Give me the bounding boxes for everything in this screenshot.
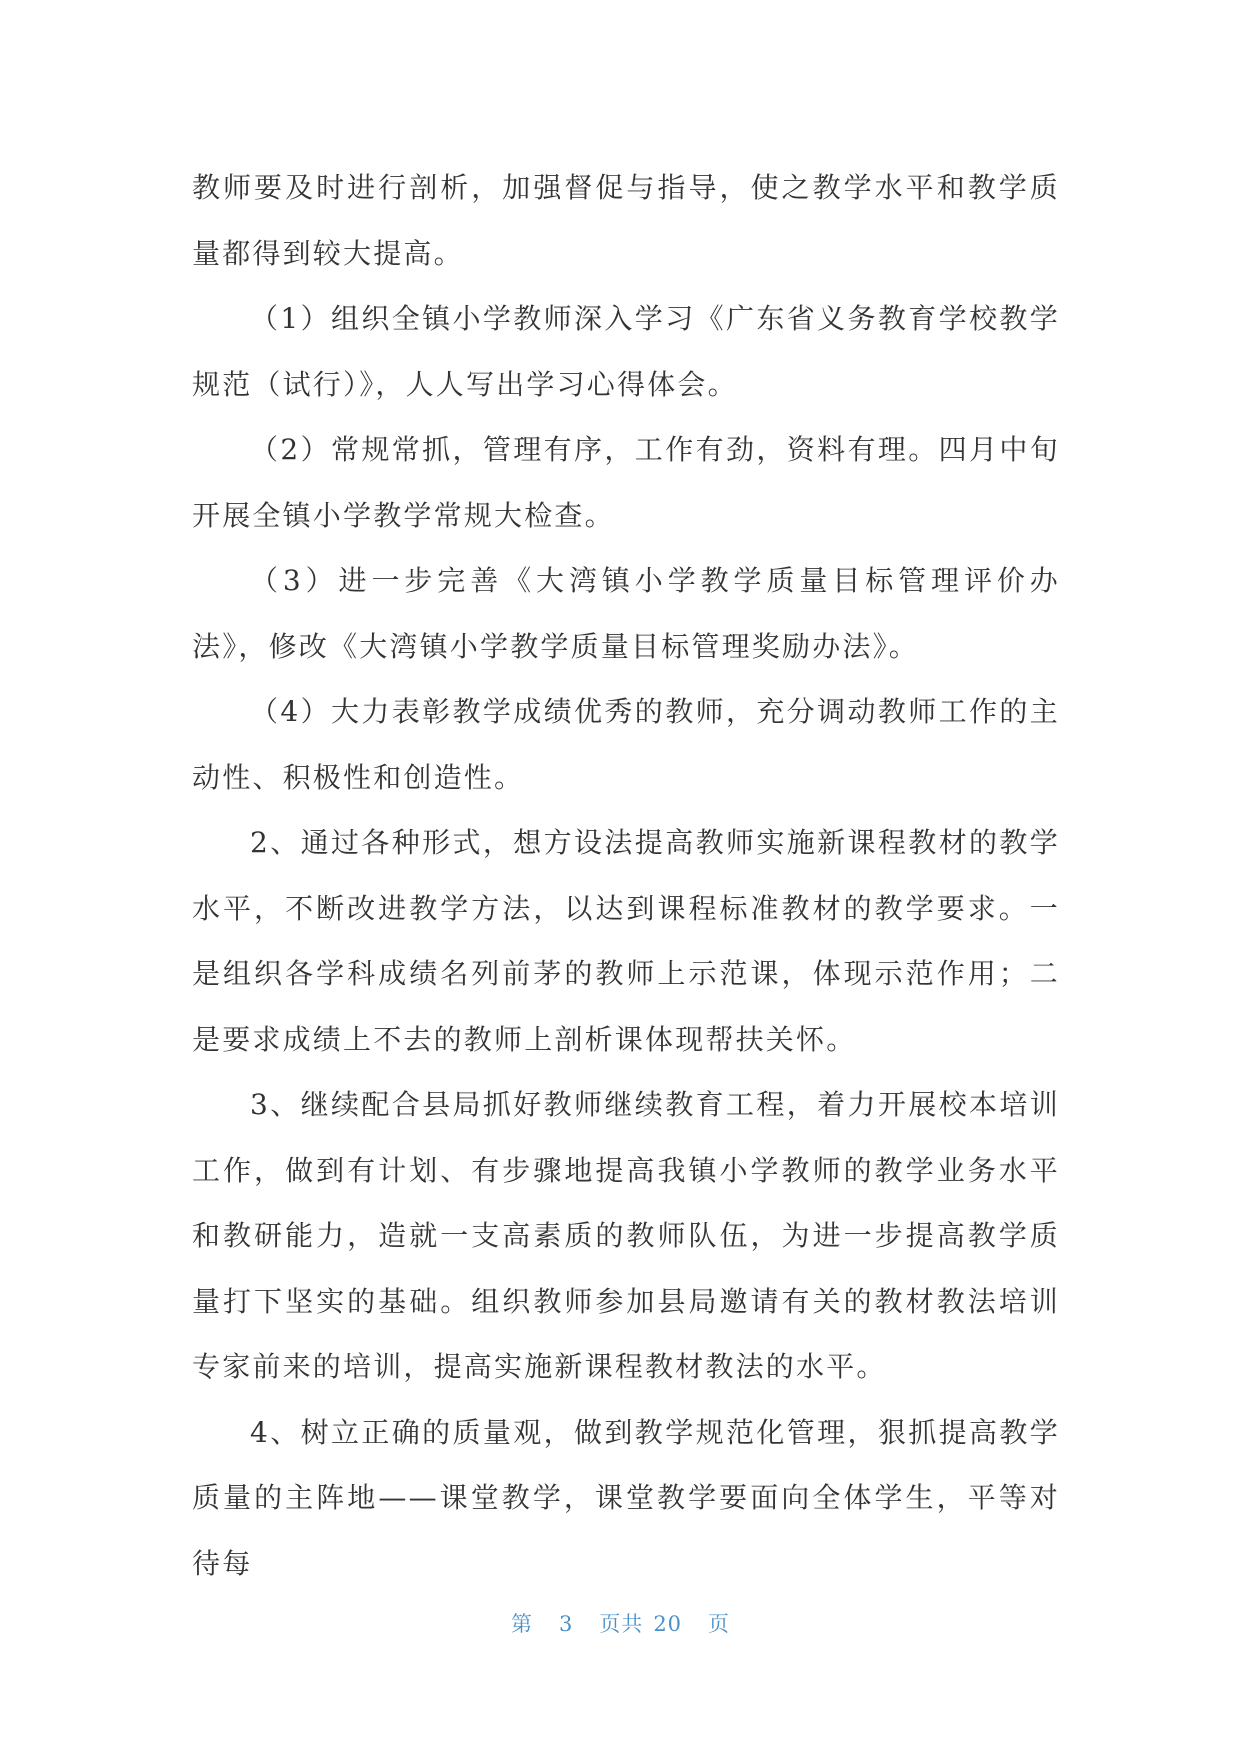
paragraph-2: （2）常规常抓，管理有序，工作有劲，资料有理。四月中旬开展全镇小学教学常规大检查。 xyxy=(192,433,1060,532)
paragraph-7: 4、树立正确的质量观，做到教学规范化管理，狠抓提高教学质量的主阵地——课堂教学，课堂教学要面向全体学生，平等对待每 xyxy=(192,1415,1060,1580)
footer-middle: 页共 xyxy=(599,1612,644,1636)
page-footer xyxy=(0,1608,1241,1638)
footer-total-pages: 20 xyxy=(653,1612,683,1636)
paragraph-1: （1）组织全镇小学教师深入学习《广东省义务教育学校教学规范（试行）》，人人写出学习心得体会。 xyxy=(192,302,1060,401)
paragraph-0: 教师要及时进行剖析，加强督促与指导，使之教学水平和教学质量都得到较大提高。 xyxy=(192,171,1060,270)
footer-suffix: 页 xyxy=(708,1612,731,1636)
paragraph-5: 2、通过各种形式，想方设法提高教师实施新课程教材的教学水平，不断改进教学方法，以达到课程标准教材的教学要求。一是组织各学科成绩名列前茅的教师上示范课，体现示范作用；二是要求成绩上不去的教师上剖析课体现帮扶关怀。 xyxy=(192,826,1060,1056)
paragraph-6: 3、继续配合县局抓好教师继续教育工程，着力开展校本培训工作，做到有计划、有步骤地提高我镇小学教师的教学业务水平和教研能力，造就一支高素质的教师队伍，为进一步提高教学质量打下坚实的基础。组织教师参加县局邀请有关的教材教法培训专家前来的培训，提高实施新课程教材教法的水平。 xyxy=(192,1088,1060,1383)
footer-current-page: 3 xyxy=(558,1612,574,1636)
paragraph-3: （3）进一步完善《大湾镇小学教学质量目标管理评价办法》，修改《大湾镇小学教学质量目标管理奖励办法》。 xyxy=(192,564,1060,663)
document-body xyxy=(192,155,1060,1596)
footer-prefix: 第 xyxy=(510,1612,533,1636)
paragraph-4: （4）大力表彰教学成绩优秀的教师，充分调动教师工作的主动性、积极性和创造性。 xyxy=(192,695,1060,794)
